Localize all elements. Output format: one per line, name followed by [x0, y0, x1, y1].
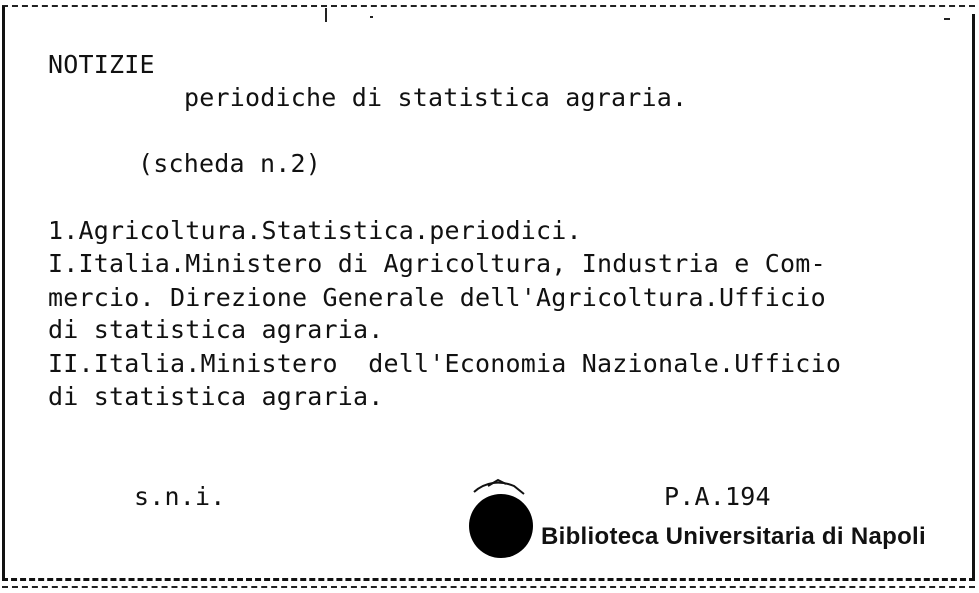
card-top-edge — [2, 5, 975, 7]
subject-heading: di statistica agraria. — [48, 382, 384, 411]
card-left-edge — [2, 6, 5, 578]
imprint-note: s.n.i. — [134, 482, 226, 511]
subject-heading: mercio. Direzione Generale dell'Agricoltura.Ufficio — [48, 283, 826, 312]
card-title-line: periodiche di statistica agraria. — [184, 83, 688, 112]
subject-heading: 1.Agricoltura.Statistica.periodici. — [48, 216, 582, 245]
subject-heading: di statistica agraria. — [48, 315, 384, 344]
scan-speck — [325, 8, 327, 22]
scan-speck — [370, 16, 373, 18]
card-bottom-edge-lower — [2, 586, 975, 588]
library-stamp-text: Biblioteca Universitaria di Napoli — [541, 523, 926, 550]
shelfmark: P.A.194 — [664, 482, 771, 511]
scan-speck — [944, 18, 950, 20]
subject-heading: I.Italia.Ministero di Agricoltura, Industria e Com- — [48, 249, 826, 278]
card-right-edge — [972, 14, 975, 580]
subject-heading: II.Italia.Ministero dell'Economia Nazionale.Ufficio — [48, 349, 842, 378]
card-bottom-edge — [2, 578, 975, 581]
card-scheda-number: (scheda n.2) — [138, 149, 322, 178]
library-stamp-seal — [469, 494, 533, 558]
card-heading: NOTIZIE — [48, 50, 155, 79]
